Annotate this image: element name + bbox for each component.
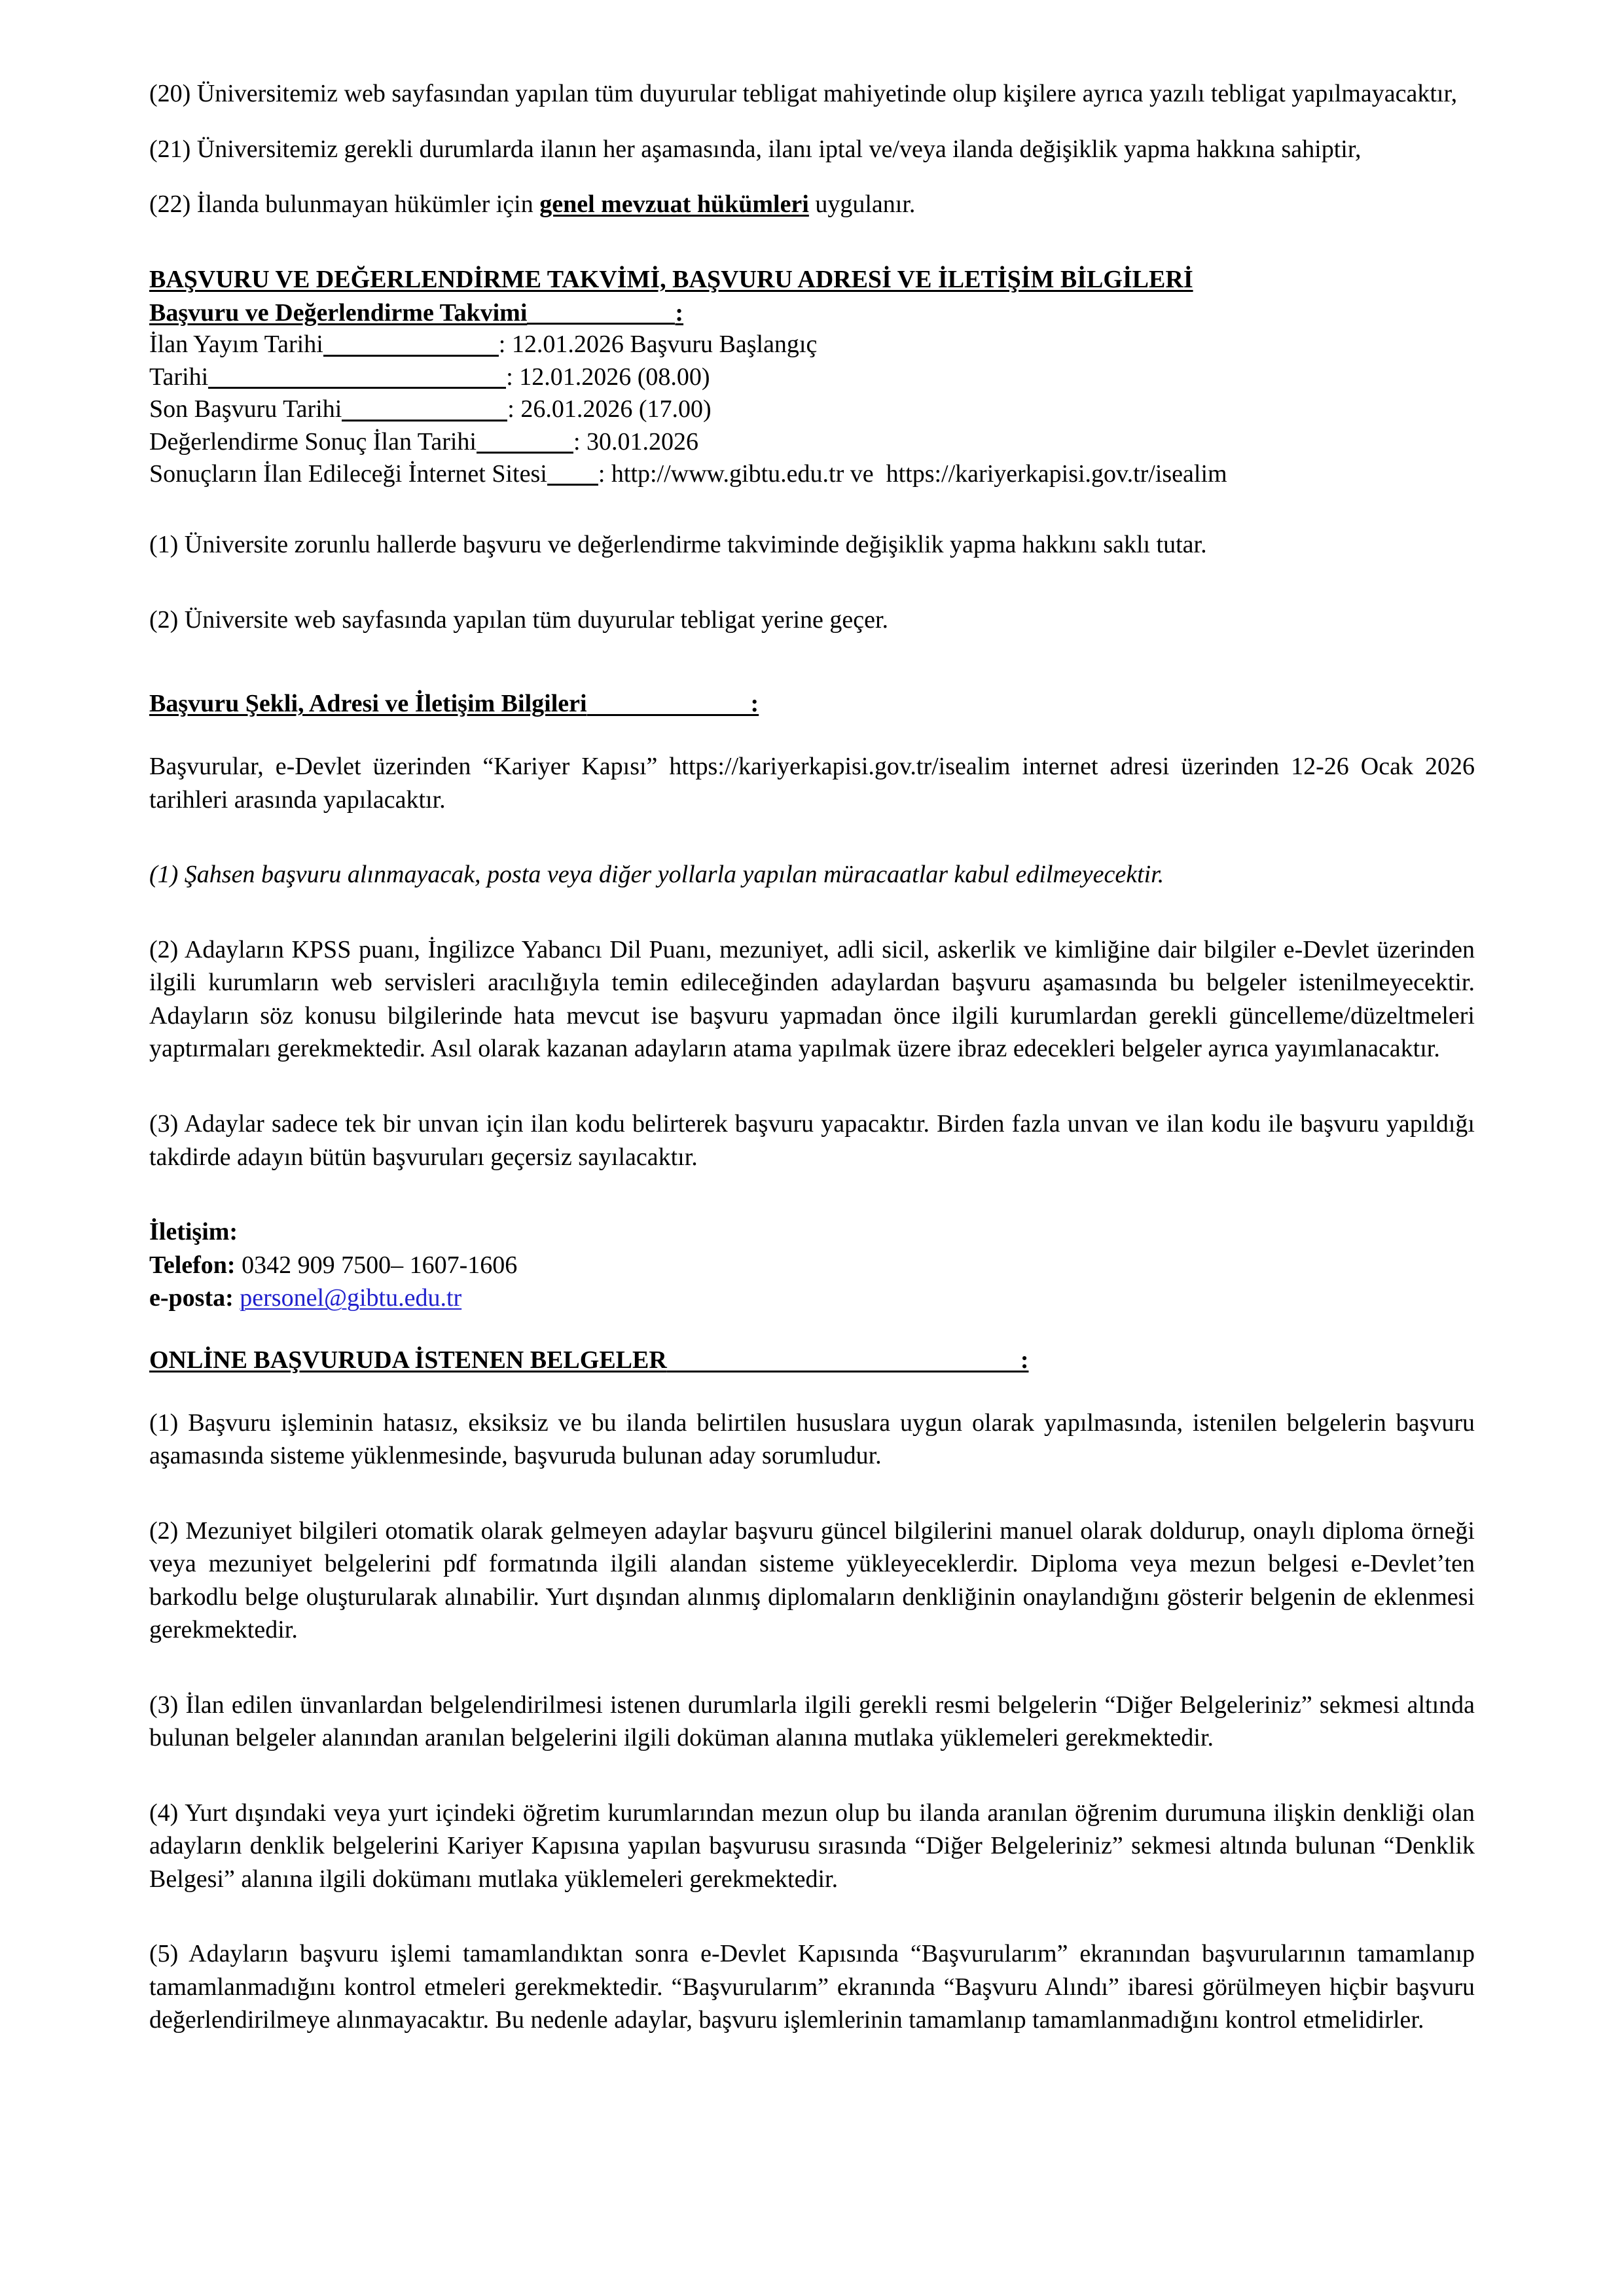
schedule-table	[149, 329, 1475, 490]
application-section-title-colon: :	[750, 690, 759, 718]
schedule-section-title: BAŞVURU VE DEĞERLENDİRME TAKVİMİ, BAŞVURU ADRESİ VE İLETİŞİM BİLGİLERİ	[149, 265, 1193, 293]
contact-email-line	[149, 1282, 1475, 1315]
schedule-note-2: (2) Üniversite web sayfasında yapılan tüm duyurular tebligat yerine geçer.	[149, 605, 889, 634]
documents-item-5: (5) Adayların başvuru işlemi tamamlandıktan sonra e-Devlet Kapısında “Başvurularım” ekranından başvurularının tamamlanıp tamamlanmadığını kontrol etmeleri gerekmektedir. “Başvurularım” ekranında “Başvuru Alındı” ibaresi görülmeyen hiçbir başvuru değerlendirilmeye alınmayacaktır. Bu nedenle adaylar, başvuru işlemlerinin tamamlanıp tamamlanmadığını kontrol etmelidirler.	[149, 1940, 1475, 2034]
schedule-row	[149, 329, 1475, 361]
spacer	[149, 720, 1475, 750]
schedule-row-label: Son Başvuru Tarihi	[149, 395, 342, 423]
schedule-subtitle-leader	[527, 323, 675, 325]
spacer	[149, 1495, 1475, 1515]
schedule-row	[149, 393, 1475, 425]
clause-21: (21) Üniversitemiz gerekli durumlarda ilanın her aşamasında, ilanı iptal ve/veya ilanda değişiklik yapma hakkına sahiptir,	[149, 135, 1362, 163]
spacer	[149, 1777, 1475, 1797]
schedule-row	[149, 361, 1475, 393]
application-section-title: Başvuru Şekli, Adresi ve İletişim Bilgileri	[149, 690, 587, 718]
clause-20: (20) Üniversitemiz web sayfasından yapılan tüm duyurular tebligat mahiyetinde olup kişilere ayrıca yazılı tebligat yapılmayacaktır,	[149, 80, 1458, 107]
schedule-subtitle-colon: :	[675, 298, 684, 327]
clause-22-emphasis: genel mevzuat hükümleri	[539, 190, 809, 219]
schedule-row-label: İlan Yayım Tarihi	[149, 331, 323, 359]
application-item-1: (1) Şahsen başvuru alınmayacak, posta veya diğer yollarla yapılan müracaatlar kabul edilmeyecektir.	[149, 861, 1164, 889]
application-item-2: (2) Adayların KPSS puanı, İngilizce Yabancı Dil Puanı, mezuniyet, adli sicil, askerlik ve kimliğine dair bilgiler e-Devlet üzerinden ilgili kurumların web servisleri aracılığıyla temin edileceğinden adaylardan başvuru aşamasında bu belgeler istenilmeyecektir. Adayların söz konusu bilgilerinde hata mevcut ise başvuru yapmadan önce ilgili kurumlardan gerekli güncelleme/düzeltmeleri yaptırmaları gerekmektedir. Asıl olarak kazanan adayların atama yapılmak üzere ibraz edecekleri belgeler ayrıca yayımlanacaktır.	[149, 935, 1475, 1063]
schedule-row-leader	[477, 452, 573, 454]
documents-item-4: (4) Yurt dışındaki veya yurt içindeki öğretim kurumlarından mezun olup bu ilanda aranılan öğrenim durumuna ilişkin denkliği olan adayların denklik belgelerini Kariyer Kapısına yapılan başvurusu sırasında “Diğer Belgeleriniz” sekmesi altında bulunan “Denklik Belgesi” alanına ilgili dokümanı mutlaka yüklemeleri gerekmektedir.	[149, 1799, 1475, 1893]
contact-email-label: e-posta:	[149, 1284, 234, 1312]
spacer	[149, 243, 1475, 263]
schedule-note-1: (1) Üniversite zorunlu hallerde başvuru ve değerlendirme takviminde değişiklik yapma hakkını saklı tutar.	[149, 531, 1207, 559]
schedule-row-leader	[342, 420, 507, 422]
schedule-row-leader	[547, 484, 598, 486]
spacer	[149, 1376, 1475, 1407]
clause-22	[149, 188, 1475, 221]
schedule-row-value: : 12.01.2026 (08.00)	[506, 363, 710, 391]
application-intro: Başvurular, e-Devlet üzerinden “Kariyer Kapısı” https://kariyerkapisi.gov.tr/isealim internet adresi üzerinden 12-26 Ocak 2026 tarihleri arasında yapılacaktır.	[149, 753, 1475, 814]
spacer	[149, 1088, 1475, 1107]
contact-phone-value: 0342 909 7500– 1607-1606	[235, 1251, 518, 1279]
contact-block	[149, 1215, 1475, 1315]
spacer	[149, 1315, 1475, 1345]
spacer	[149, 914, 1475, 933]
schedule-row-leader	[208, 387, 506, 389]
contact-phone-line	[149, 1249, 1475, 1282]
document-body	[149, 77, 1475, 2037]
application-item-3: (3) Adaylar sadece tek bir unvan için ilan kodu belirterek başvuru yapacaktır. Birden fazla unvan ve ilan kodu ile başvuru yapıldığı takdirde adayın bütün başvuruları geçersiz sayılacaktır.	[149, 1109, 1475, 1171]
documents-section-title-row	[149, 1345, 1475, 1376]
documents-item-2: (2) Mezuniyet bilgileri otomatik olarak gelmeyen adaylar başvuru güncel bilgilerini manuel olarak doldurup, onaylı diploma örneği veya mezuniyet belgelerini pdf formatında ilgili alandan sisteme yükleyeceklerdir. Diploma veya mezun belgesi e-Devlet’ten barkodlu belge oluşturularak alınabilir. Yurt dışından alınmış diplomaların denkliğinin onaylandığını gösterir belgenin de eklenmesi gerekmektedir.	[149, 1516, 1475, 1644]
documents-item-3: (3) İlan edilen ünvanlardan belgelendirilmesi istenen durumlarla ilgili gerekli resmi belgelerin “Diğer Belgeleriniz” sekmesi altında bulunan belgeler alanından aranılan belgelerini ilgili doküman alanına mutlaka yüklemeleri gerekmektedir.	[149, 1691, 1475, 1752]
schedule-section-title-block	[149, 263, 1475, 296]
application-section-title-leader	[587, 714, 751, 716]
schedule-row-value: : 30.01.2026	[573, 427, 699, 456]
schedule-subtitle: Başvuru ve Değerlendirme Takvimi	[149, 298, 528, 327]
spacer	[149, 1196, 1475, 1215]
spacer	[149, 490, 1475, 528]
schedule-row	[149, 458, 1475, 490]
schedule-row-label: Tarihi	[149, 363, 209, 391]
spacer	[149, 1918, 1475, 1937]
documents-section-title-leader	[667, 1371, 1020, 1372]
schedule-row-label: Sonuçların İlan Edileceği İnternet Sitesi	[149, 459, 547, 488]
spacer	[149, 838, 1475, 858]
documents-section-title: ONLİNE BAŞVURUDA İSTENEN BELGELER	[149, 1346, 667, 1374]
schedule-row-label: Değerlendirme Sonuç İlan Tarihi	[149, 427, 477, 456]
spacer	[149, 584, 1475, 603]
application-section-title-row	[149, 689, 1475, 720]
contact-phone-label: Telefon:	[149, 1251, 236, 1279]
schedule-row-leader	[323, 355, 499, 357]
spacer	[149, 658, 1475, 689]
clause-22-suffix: uygulanır.	[808, 190, 916, 219]
clause-22-prefix: (22) İlanda bulunmayan hükümler için	[149, 190, 540, 219]
documents-section-title-colon: :	[1020, 1346, 1029, 1374]
schedule-row-value: : http://www.gibtu.edu.tr ve https://kariyerkapisi.gov.tr/isealim	[598, 459, 1227, 488]
schedule-row-value: : 26.01.2026 (17.00)	[507, 395, 712, 423]
contact-email-link[interactable]: personel@gibtu.edu.tr	[240, 1284, 462, 1312]
contact-heading: İletişim:	[149, 1218, 238, 1246]
schedule-row	[149, 426, 1475, 458]
spacer	[149, 1669, 1475, 1689]
schedule-row-value: : 12.01.2026 Başvuru Başlangıç	[498, 331, 818, 359]
documents-item-1: (1) Başvuru işleminin hatasız, eksiksiz ve bu ilanda belirtilen hususlara uygun olarak yapılmasında, istenilen belgelerin başvuru aşamasında sisteme yüklenmesinde, başvuruda bulunan aday sorumludur.	[149, 1408, 1475, 1470]
schedule-subtitle-row	[149, 298, 1475, 329]
